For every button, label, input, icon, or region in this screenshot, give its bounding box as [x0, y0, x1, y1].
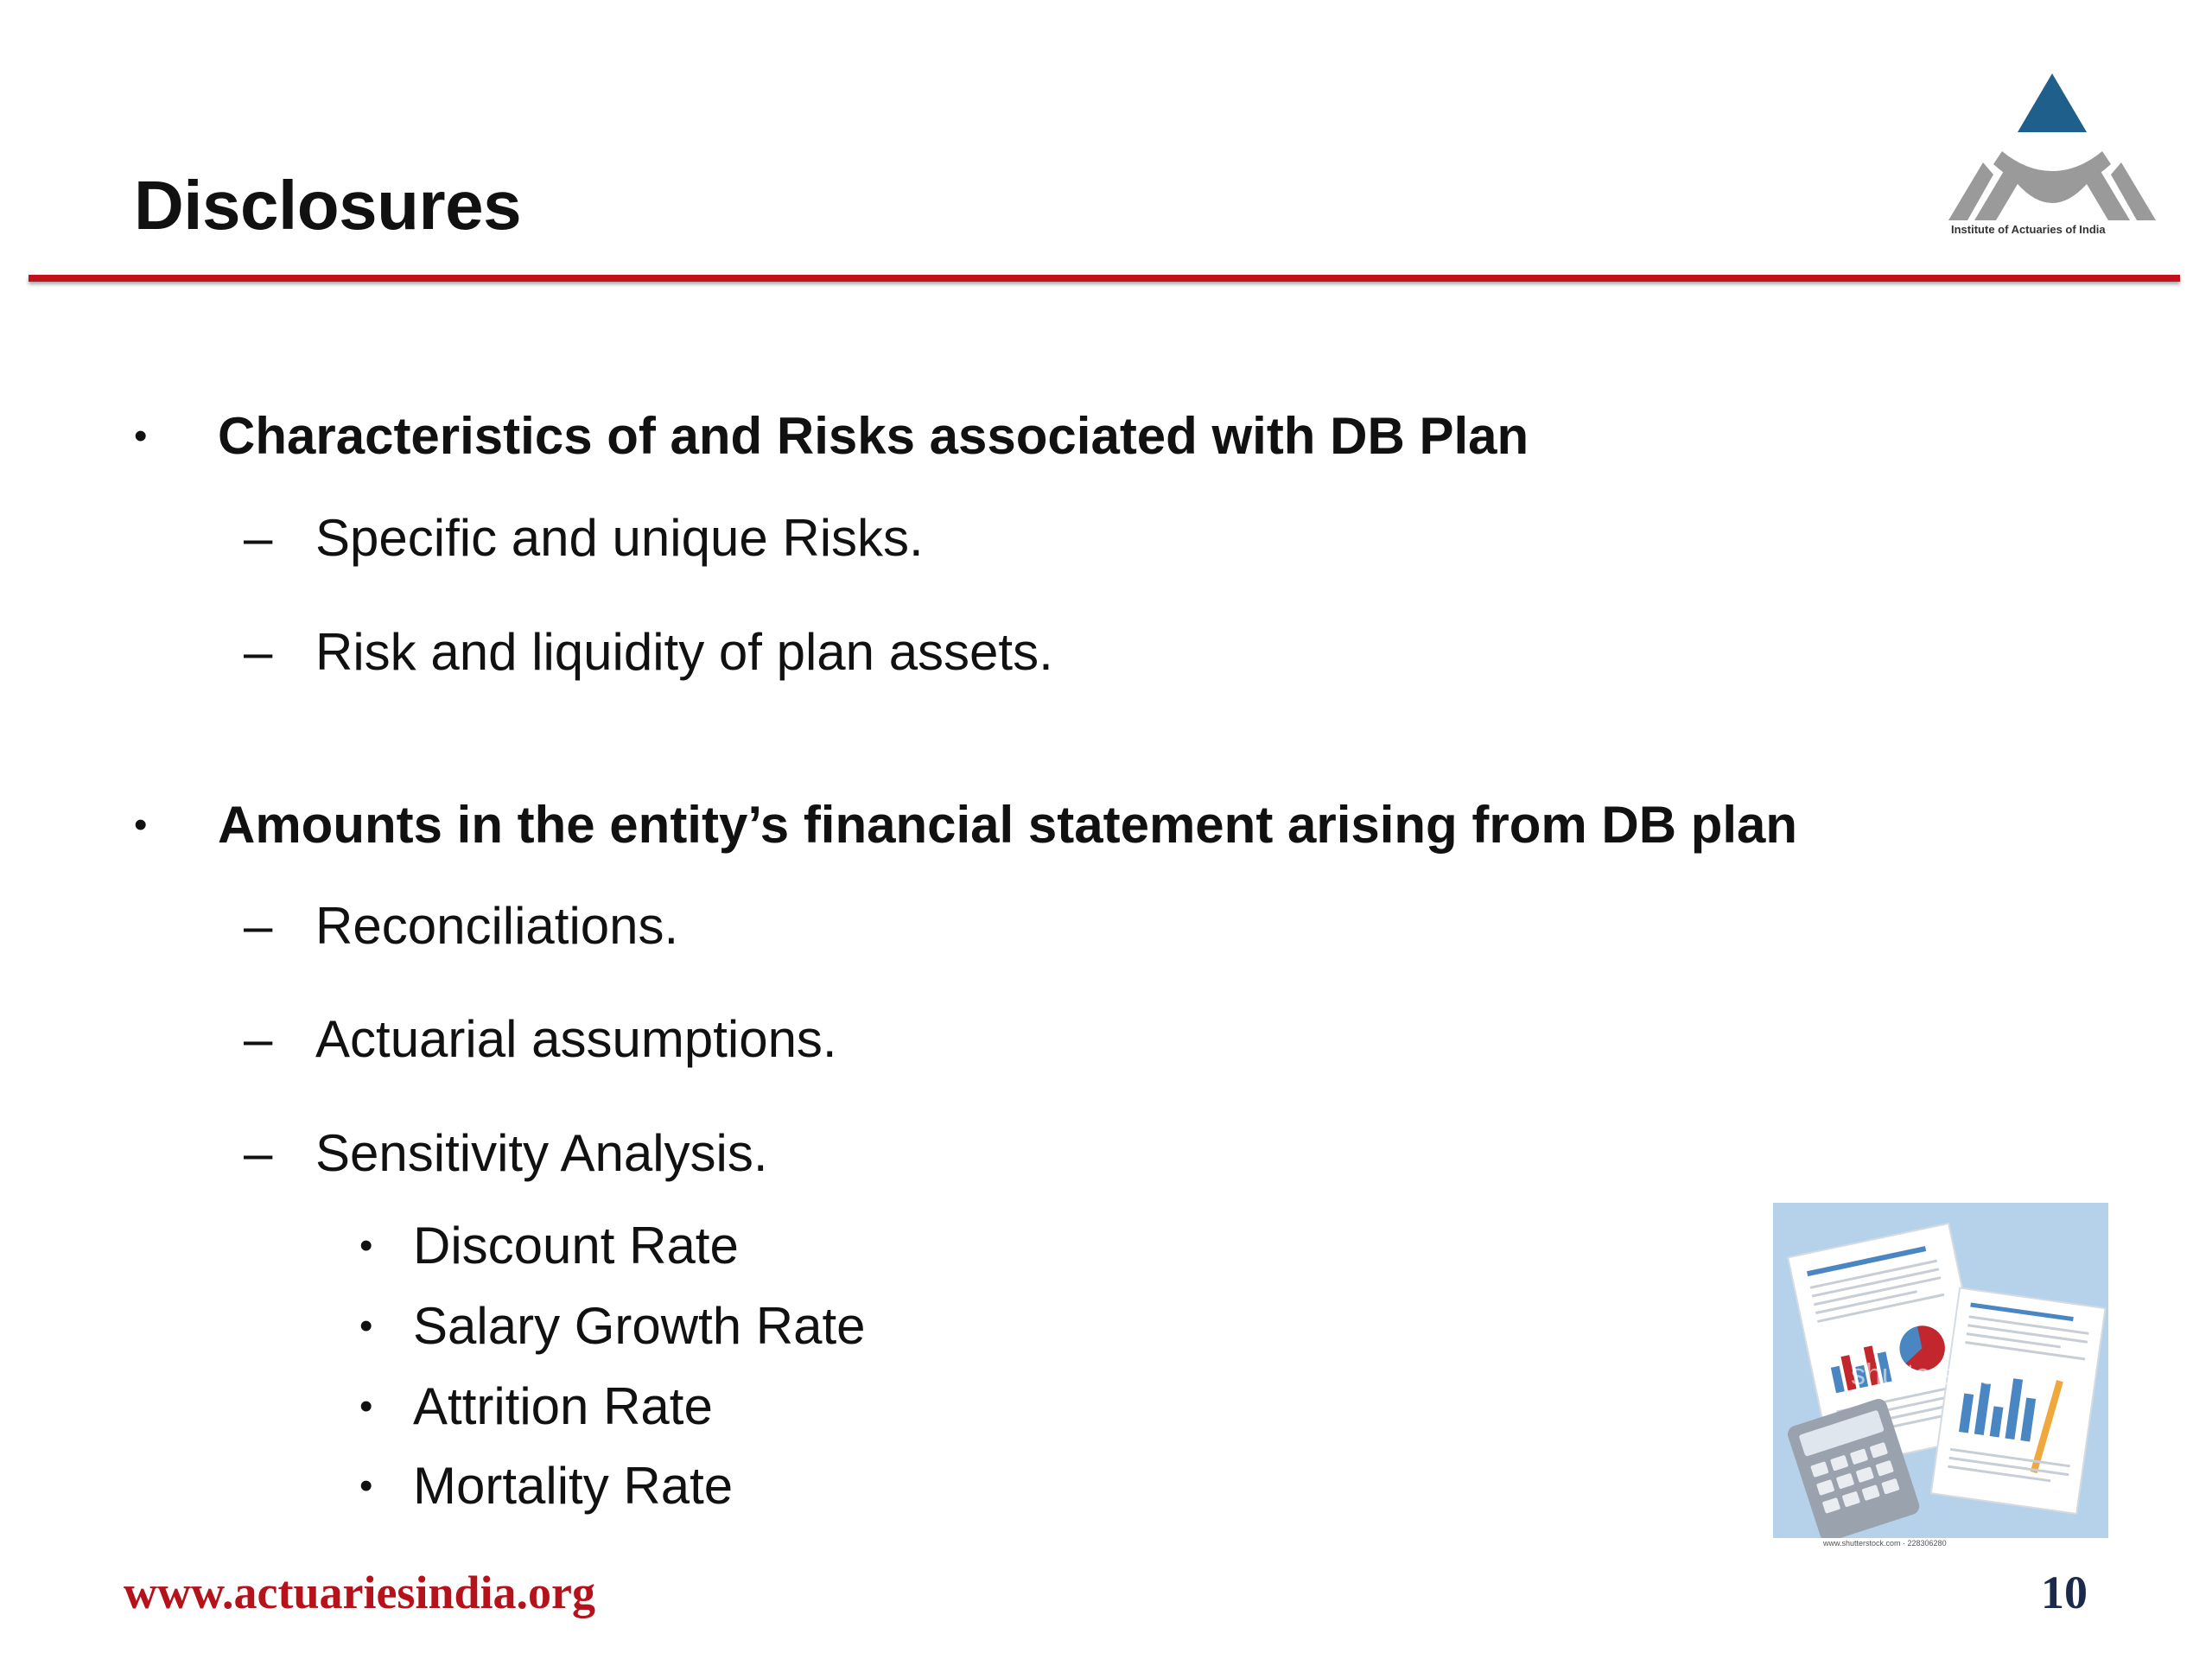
subitem-text: Reconciliations. — [315, 897, 679, 955]
bullet-marker: • — [359, 1224, 373, 1267]
slide-title: Disclosures — [134, 167, 522, 244]
bullet-text: Amounts in the entity’s financial statement arising from DB plan — [218, 796, 1798, 854]
sensitivity-item-text: Mortality Rate — [413, 1457, 734, 1515]
subitem-reconciliations — [244, 896, 679, 956]
bullet-amounts-financial-statement — [134, 795, 1798, 855]
dash-marker: – — [244, 1124, 273, 1182]
subitem-text: Specific and unique Risks. — [315, 509, 924, 567]
sensitivity-item-text: Attrition Rate — [413, 1377, 713, 1435]
bullet-marker: • — [359, 1465, 373, 1507]
dash-marker: – — [244, 1010, 273, 1068]
dash-marker: – — [244, 509, 273, 567]
sensitivity-item-mortality-rate — [359, 1456, 734, 1516]
subitem-text: Actuarial assumptions. — [315, 1010, 837, 1068]
subitem-text: Risk and liquidity of plan assets. — [315, 623, 1053, 681]
dash-marker: – — [244, 897, 273, 955]
sensitivity-item-discount-rate — [359, 1216, 739, 1275]
subitem-sensitivity-analysis — [244, 1123, 768, 1183]
page-number: 10 — [2041, 1567, 2088, 1618]
sensitivity-item-text: Salary Growth Rate — [413, 1297, 866, 1355]
illustration-caption: www.shutterstock.com · 228306280 — [1823, 1539, 1947, 1548]
subitem-actuarial-assumptions — [244, 1009, 837, 1069]
financial-report-calculator-illustration-icon — [1773, 1203, 2108, 1538]
bullet-marker: • — [134, 415, 148, 457]
footer-url: www.actuariesindia.org — [124, 1567, 595, 1618]
bullet-characteristics-risks — [134, 406, 1529, 466]
bullet-marker: • — [359, 1385, 373, 1427]
bullet-marker: • — [359, 1305, 373, 1347]
bullet-marker: • — [134, 804, 148, 846]
sensitivity-item-attrition-rate — [359, 1376, 713, 1436]
sensitivity-item-salary-growth-rate — [359, 1296, 866, 1356]
title-divider — [29, 275, 2180, 282]
dash-marker: – — [244, 623, 273, 681]
logo-caption: Institute of Actuaries of India — [1951, 223, 2106, 236]
illustration-watermark: shutterstock — [1851, 1358, 2010, 1391]
subitem-specific-risks — [244, 508, 924, 568]
subitem-text: Sensitivity Analysis. — [315, 1124, 768, 1182]
sensitivity-item-text: Discount Rate — [413, 1217, 739, 1274]
bullet-text: Characteristics of and Risks associated with DB Plan — [218, 407, 1529, 465]
subitem-risk-liquidity — [244, 622, 1053, 682]
